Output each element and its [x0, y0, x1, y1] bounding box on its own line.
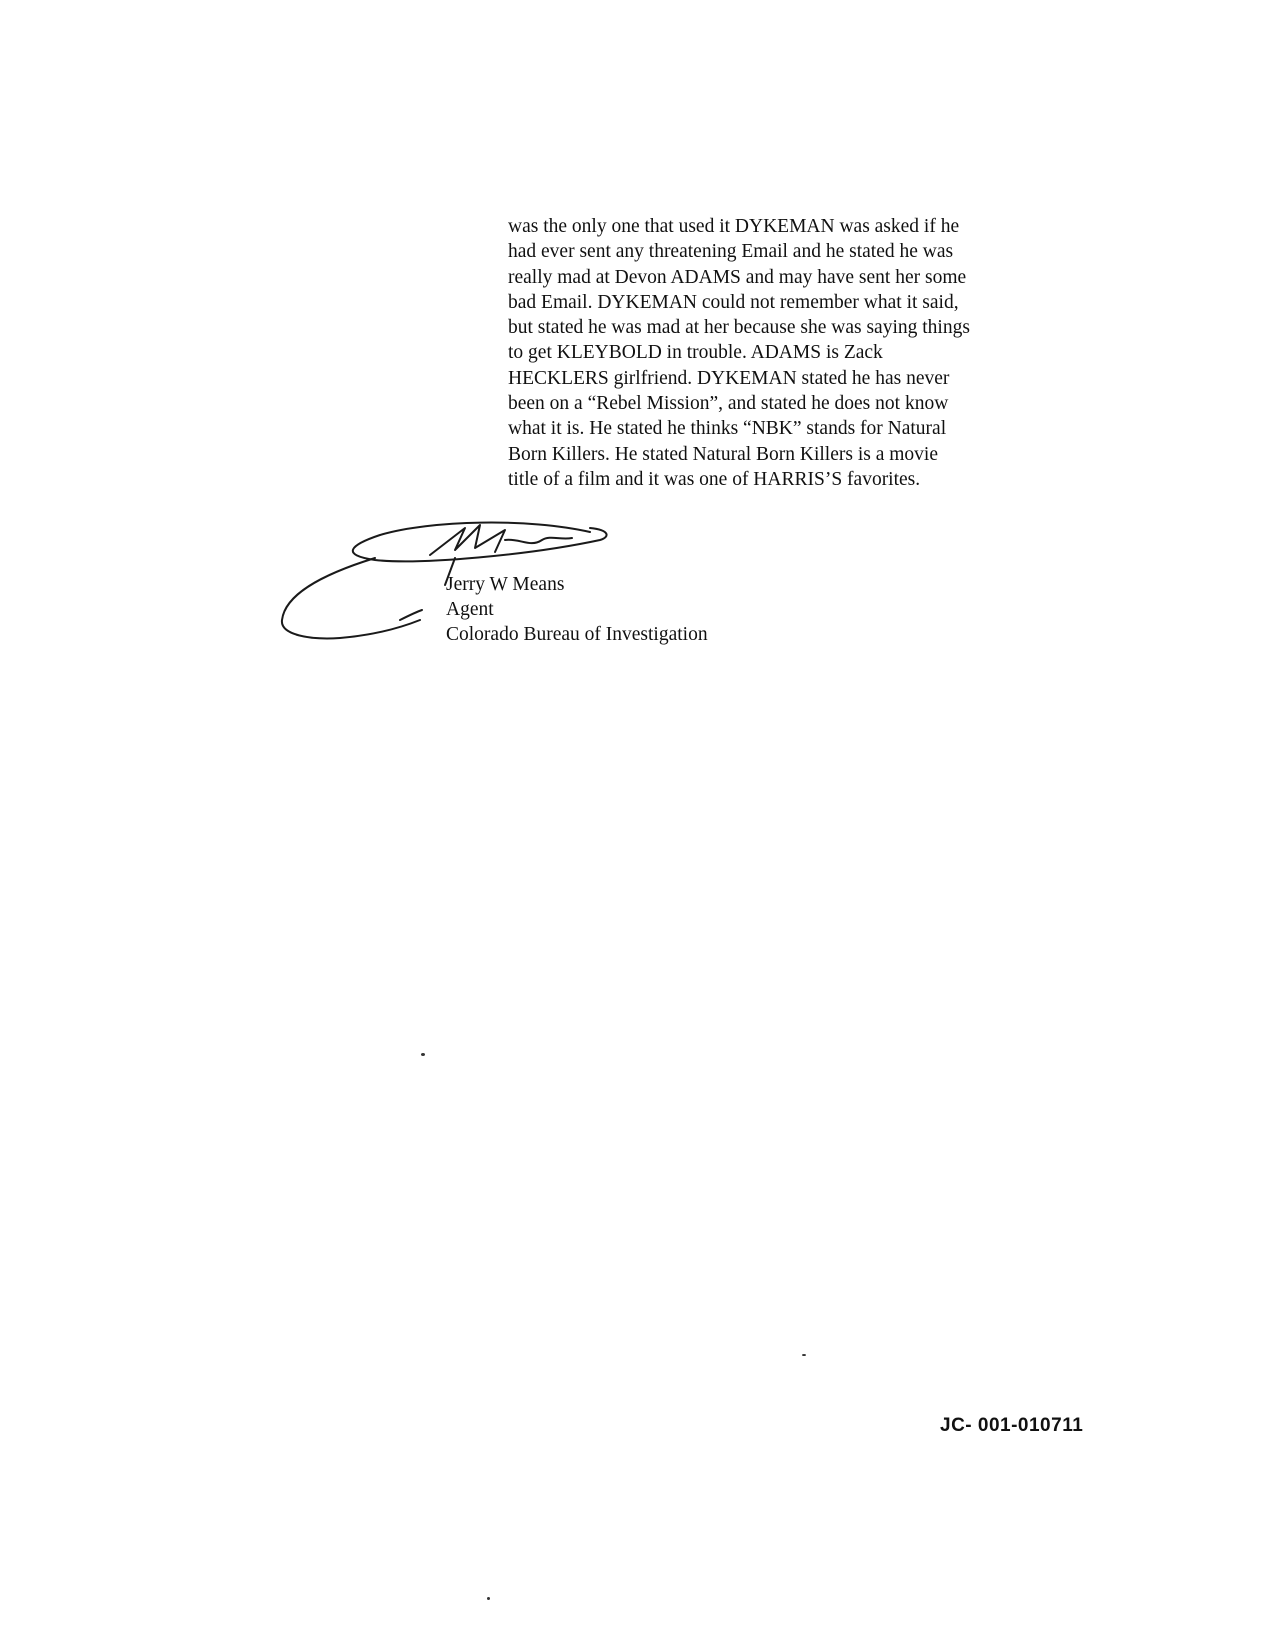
paragraph-line: been on a “Rebel Mission”, and stated he does not know — [508, 393, 949, 415]
scan-speck — [802, 1354, 806, 1356]
signature-block — [446, 572, 708, 647]
paragraph-line: title of a film and it was one of HARRIS’S favorites. — [508, 468, 921, 490]
report-paragraph — [508, 214, 1028, 492]
document-id: JC- 001-010711 — [940, 1415, 1084, 1436]
scan-speck — [487, 1597, 490, 1600]
scan-speck — [421, 1053, 425, 1056]
paragraph-line: really mad at Devon ADAMS and may have sent her some — [508, 266, 967, 288]
paragraph-line: Born Killers. He stated Natural Born Killers is a movie — [508, 443, 938, 465]
paragraph-line: what it is. He stated he thinks “NBK” stands for Natural — [508, 418, 947, 440]
paragraph-line: bad Email. DYKEMAN could not remember what it said, — [508, 291, 959, 313]
signer-name: Jerry W Means — [446, 574, 565, 595]
paragraph-line: had ever sent any threatening Email and he stated he was — [508, 241, 954, 263]
paragraph-line: was the only one that used it DYKEMAN was asked if he — [508, 216, 960, 237]
signer-organization: Colorado Bureau of Investigation — [446, 624, 708, 645]
paragraph-line: to get KLEYBOLD in trouble. ADAMS is Zack — [508, 342, 883, 364]
paragraph-line: but stated he was mad at her because she was saying things — [508, 317, 970, 339]
paragraph-line: HECKLERS girlfriend. DYKEMAN stated he has never — [508, 367, 950, 389]
signer-title: Agent — [446, 599, 494, 620]
